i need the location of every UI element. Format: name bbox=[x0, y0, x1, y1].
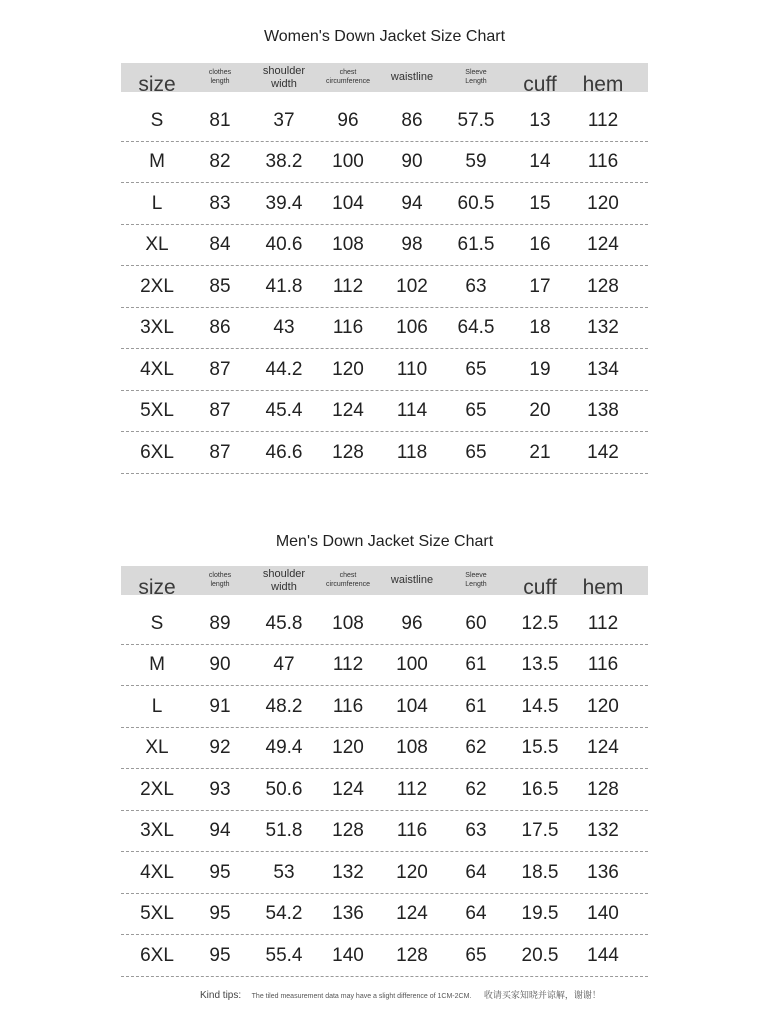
women-cell-hem: 112 bbox=[587, 109, 619, 131]
men-cell-hem: 128 bbox=[587, 778, 619, 800]
women-cell-sleeve-length: 63 bbox=[465, 275, 487, 297]
women-cell-size: L bbox=[151, 192, 163, 214]
men-cell-shoulder-width: 47 bbox=[273, 654, 295, 675]
men-cell-size: L bbox=[151, 695, 163, 717]
men-cell-hem: 140 bbox=[587, 903, 619, 924]
tips-note: The tiled measurement data may have a slight difference of 1CM-2CM. bbox=[251, 993, 472, 1000]
table-row bbox=[121, 391, 648, 433]
women-header-clothes-length: clothes length bbox=[208, 69, 232, 85]
women-cell-chest-circumference: 124 bbox=[332, 400, 364, 421]
women-cell-waistline: 94 bbox=[401, 192, 423, 214]
men-cell-size: 4XL bbox=[140, 861, 174, 883]
men-cell-cuff: 12.5 bbox=[521, 612, 559, 634]
men-cell-sleeve-length: 62 bbox=[465, 778, 487, 800]
men-cell-chest-circumference: 108 bbox=[332, 612, 364, 634]
women-header-row bbox=[121, 63, 648, 97]
women-cell-clothes-length: 83 bbox=[209, 192, 231, 214]
women-cell-size: XL bbox=[145, 234, 169, 255]
women-cell-waistline: 86 bbox=[401, 109, 423, 131]
women-cell-sleeve-length: 57.5 bbox=[457, 109, 495, 131]
men-cell-clothes-length: 92 bbox=[209, 737, 231, 758]
table-row bbox=[121, 266, 648, 308]
men-cell-cuff: 16.5 bbox=[521, 778, 559, 800]
men-cell-size: S bbox=[150, 612, 164, 634]
women-cell-cuff: 20 bbox=[529, 400, 551, 421]
women-cell-chest-circumference: 100 bbox=[332, 151, 364, 172]
men-cell-sleeve-length: 64 bbox=[465, 903, 487, 924]
table-row bbox=[121, 935, 648, 977]
women-cell-cuff: 21 bbox=[529, 441, 551, 463]
women-cell-clothes-length: 81 bbox=[209, 109, 231, 131]
men-cell-size: 3XL bbox=[140, 820, 174, 841]
women-cell-chest-circumference: 104 bbox=[332, 192, 364, 214]
men-cell-sleeve-length: 64 bbox=[465, 861, 487, 883]
men-cell-sleeve-length: 61 bbox=[465, 695, 487, 717]
men-header-shoulder-width: shoulder width bbox=[262, 567, 306, 593]
women-cell-sleeve-length: 65 bbox=[465, 400, 487, 421]
kind-tips bbox=[200, 988, 601, 1001]
women-cell-sleeve-length: 64.5 bbox=[457, 317, 495, 338]
women-cell-clothes-length: 87 bbox=[209, 358, 231, 380]
men-header-size: size bbox=[138, 576, 176, 600]
men-cell-cuff: 20.5 bbox=[521, 944, 559, 966]
men-cell-clothes-length: 94 bbox=[209, 820, 231, 841]
women-cell-chest-circumference: 96 bbox=[337, 109, 359, 131]
men-header-row bbox=[121, 566, 648, 600]
men-header-cuff: cuff bbox=[523, 576, 557, 600]
women-cell-waistline: 98 bbox=[401, 234, 423, 255]
men-cell-size: 6XL bbox=[140, 944, 174, 966]
men-cell-waistline: 120 bbox=[396, 861, 428, 883]
men-cell-cuff: 15.5 bbox=[521, 737, 559, 758]
men-cell-clothes-length: 89 bbox=[209, 612, 231, 634]
women-cell-size: 5XL bbox=[140, 400, 174, 421]
men-cell-clothes-length: 91 bbox=[209, 695, 231, 717]
men-cell-sleeve-length: 62 bbox=[465, 737, 487, 758]
women-cell-chest-circumference: 112 bbox=[332, 275, 364, 297]
men-cell-clothes-length: 95 bbox=[209, 903, 231, 924]
women-cell-waistline: 114 bbox=[396, 400, 428, 421]
women-cell-waistline: 102 bbox=[396, 275, 428, 297]
men-cell-cuff: 17.5 bbox=[521, 820, 559, 841]
table-row bbox=[121, 142, 648, 184]
women-cell-cuff: 19 bbox=[529, 358, 551, 380]
women-cell-sleeve-length: 59 bbox=[465, 151, 487, 172]
women-cell-clothes-length: 86 bbox=[209, 317, 231, 338]
men-cell-shoulder-width: 49.4 bbox=[265, 737, 303, 758]
men-cell-hem: 132 bbox=[587, 820, 619, 841]
men-cell-shoulder-width: 54.2 bbox=[265, 903, 303, 924]
men-cell-clothes-length: 90 bbox=[209, 654, 231, 675]
men-cell-clothes-length: 95 bbox=[209, 944, 231, 966]
men-chart-title: Men's Down Jacket Size Chart bbox=[275, 533, 494, 550]
women-cell-clothes-length: 84 bbox=[209, 234, 231, 255]
women-cell-size: 6XL bbox=[140, 441, 174, 463]
women-header-hem: hem bbox=[582, 73, 624, 97]
women-cell-clothes-length: 87 bbox=[209, 441, 231, 463]
tips-note-cn: 收请买家知晓并谅解，谢谢！ bbox=[483, 990, 601, 1000]
men-cell-sleeve-length: 61 bbox=[465, 654, 487, 675]
men-table-body bbox=[121, 603, 648, 977]
table-row bbox=[121, 100, 648, 142]
women-cell-shoulder-width: 46.6 bbox=[265, 441, 303, 463]
men-header-waistline: waistline bbox=[390, 574, 434, 587]
men-cell-chest-circumference: 120 bbox=[332, 737, 364, 758]
women-cell-hem: 134 bbox=[587, 358, 619, 380]
men-cell-waistline: 108 bbox=[396, 737, 428, 758]
men-cell-clothes-length: 93 bbox=[209, 778, 231, 800]
men-cell-size: 2XL bbox=[140, 778, 174, 800]
women-cell-hem: 138 bbox=[587, 400, 619, 421]
table-row bbox=[121, 894, 648, 936]
women-cell-hem: 128 bbox=[587, 275, 619, 297]
men-cell-waistline: 112 bbox=[396, 778, 428, 800]
women-cell-cuff: 17 bbox=[529, 275, 551, 297]
women-cell-shoulder-width: 44.2 bbox=[265, 358, 303, 380]
men-cell-size: M bbox=[149, 654, 165, 675]
men-cell-cuff: 13.5 bbox=[521, 654, 559, 675]
tips-label: Kind tips: bbox=[200, 990, 242, 1001]
women-cell-sleeve-length: 60.5 bbox=[457, 192, 495, 214]
women-cell-hem: 120 bbox=[587, 192, 619, 214]
men-cell-chest-circumference: 112 bbox=[332, 654, 364, 675]
women-cell-clothes-length: 87 bbox=[209, 400, 231, 421]
men-cell-size: XL bbox=[145, 737, 169, 758]
men-cell-hem: 116 bbox=[587, 654, 619, 675]
men-header-hem: hem bbox=[582, 576, 624, 600]
men-cell-shoulder-width: 55.4 bbox=[265, 944, 303, 966]
men-cell-chest-circumference: 136 bbox=[332, 903, 364, 924]
women-cell-sleeve-length: 61.5 bbox=[457, 234, 495, 255]
women-cell-cuff: 18 bbox=[529, 317, 551, 338]
men-cell-hem: 136 bbox=[587, 861, 619, 883]
men-cell-chest-circumference: 116 bbox=[332, 695, 364, 717]
women-cell-size: 3XL bbox=[140, 317, 174, 338]
women-cell-waistline: 106 bbox=[396, 317, 428, 338]
women-cell-chest-circumference: 108 bbox=[332, 234, 364, 255]
women-cell-hem: 142 bbox=[587, 441, 619, 463]
women-cell-chest-circumference: 120 bbox=[332, 358, 364, 380]
women-cell-size: S bbox=[150, 109, 164, 131]
table-row bbox=[121, 225, 648, 267]
table-row bbox=[121, 183, 648, 225]
table-row bbox=[121, 769, 648, 811]
men-cell-cuff: 18.5 bbox=[521, 861, 559, 883]
men-cell-chest-circumference: 128 bbox=[332, 820, 364, 841]
women-cell-shoulder-width: 38.2 bbox=[265, 151, 303, 172]
men-cell-shoulder-width: 51.8 bbox=[265, 820, 303, 841]
men-cell-hem: 144 bbox=[587, 944, 619, 966]
men-cell-waistline: 128 bbox=[396, 944, 428, 966]
men-header-chest-circumference: chest circumference bbox=[326, 572, 370, 588]
men-cell-shoulder-width: 50.6 bbox=[265, 778, 303, 800]
women-table-body bbox=[121, 100, 648, 474]
women-cell-hem: 124 bbox=[587, 234, 619, 255]
women-cell-waistline: 90 bbox=[401, 151, 423, 172]
men-cell-chest-circumference: 124 bbox=[332, 778, 364, 800]
women-chart-title: Women's Down Jacket Size Chart bbox=[263, 28, 506, 45]
men-cell-waistline: 124 bbox=[396, 903, 428, 924]
women-cell-clothes-length: 82 bbox=[209, 151, 231, 172]
women-cell-shoulder-width: 40.6 bbox=[265, 234, 303, 255]
men-cell-waistline: 96 bbox=[401, 612, 423, 634]
women-cell-shoulder-width: 39.4 bbox=[265, 192, 303, 214]
men-cell-sleeve-length: 60 bbox=[465, 612, 487, 634]
women-header-chest-circumference: chest circumference bbox=[326, 69, 370, 85]
men-cell-waistline: 116 bbox=[396, 820, 428, 841]
women-header-shoulder-width: shoulder width bbox=[262, 64, 306, 90]
men-cell-waistline: 100 bbox=[396, 654, 428, 675]
men-cell-shoulder-width: 48.2 bbox=[265, 695, 303, 717]
women-cell-sleeve-length: 65 bbox=[465, 441, 487, 463]
table-row bbox=[121, 349, 648, 391]
women-cell-cuff: 16 bbox=[529, 234, 551, 255]
men-cell-chest-circumference: 132 bbox=[332, 861, 364, 883]
women-cell-shoulder-width: 41.8 bbox=[265, 275, 303, 297]
women-header-size: size bbox=[138, 73, 176, 97]
women-cell-hem: 116 bbox=[587, 151, 619, 172]
men-cell-clothes-length: 95 bbox=[209, 861, 231, 883]
table-row bbox=[121, 686, 648, 728]
men-cell-hem: 124 bbox=[587, 737, 619, 758]
women-cell-cuff: 14 bbox=[529, 151, 551, 172]
table-row bbox=[121, 603, 648, 645]
women-cell-clothes-length: 85 bbox=[209, 275, 231, 297]
men-cell-shoulder-width: 45.8 bbox=[265, 612, 303, 634]
women-cell-cuff: 15 bbox=[529, 192, 551, 214]
men-header-clothes-length: clothes length bbox=[208, 572, 232, 588]
women-header-sleeve-length: Sleeve Length bbox=[465, 69, 487, 85]
women-cell-hem: 132 bbox=[587, 317, 619, 338]
table-row bbox=[121, 645, 648, 687]
women-cell-size: 4XL bbox=[140, 358, 174, 380]
men-cell-cuff: 19.5 bbox=[521, 903, 559, 924]
men-cell-sleeve-length: 63 bbox=[465, 820, 487, 841]
men-cell-sleeve-length: 65 bbox=[465, 944, 487, 966]
men-cell-size: 5XL bbox=[140, 903, 174, 924]
table-row bbox=[121, 728, 648, 770]
women-cell-waistline: 118 bbox=[396, 441, 428, 463]
women-cell-size: M bbox=[149, 151, 165, 172]
women-cell-chest-circumference: 116 bbox=[332, 317, 364, 338]
table-row bbox=[121, 432, 648, 474]
men-cell-shoulder-width: 53 bbox=[273, 861, 295, 883]
women-cell-shoulder-width: 43 bbox=[273, 317, 295, 338]
table-row bbox=[121, 811, 648, 853]
women-cell-shoulder-width: 37 bbox=[273, 109, 295, 131]
table-row bbox=[121, 852, 648, 894]
women-cell-size: 2XL bbox=[140, 275, 174, 297]
men-cell-chest-circumference: 140 bbox=[332, 944, 364, 966]
men-cell-hem: 120 bbox=[587, 695, 619, 717]
men-cell-cuff: 14.5 bbox=[521, 695, 559, 717]
women-header-cuff: cuff bbox=[523, 73, 557, 97]
women-cell-chest-circumference: 128 bbox=[332, 441, 364, 463]
women-cell-waistline: 110 bbox=[396, 358, 428, 380]
women-cell-sleeve-length: 65 bbox=[465, 358, 487, 380]
men-cell-waistline: 104 bbox=[396, 695, 428, 717]
women-header-waistline: waistline bbox=[390, 71, 434, 84]
women-cell-cuff: 13 bbox=[529, 109, 551, 131]
women-cell-shoulder-width: 45.4 bbox=[265, 400, 303, 421]
men-header-sleeve-length: Sleeve Length bbox=[465, 572, 487, 588]
men-cell-hem: 112 bbox=[587, 612, 619, 634]
table-row bbox=[121, 308, 648, 350]
